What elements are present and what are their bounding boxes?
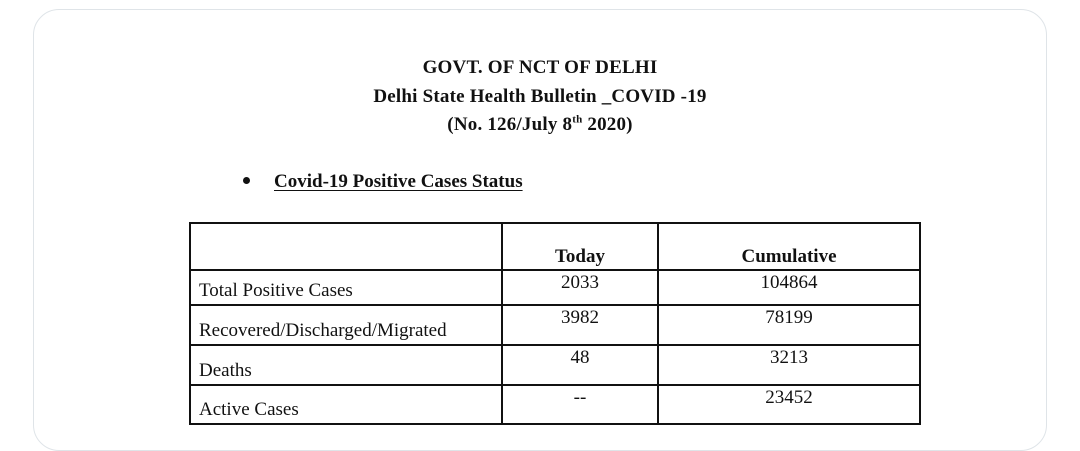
today-value: 2033 (502, 270, 658, 305)
bulletin-title: Delhi State Health Bulletin _COVID -19 (373, 86, 707, 107)
bulletin-number-prefix: (No. 126/July 8 (447, 114, 573, 135)
row-label: Recovered/Discharged/Migrated (190, 305, 502, 345)
date-ordinal-suffix: th (572, 113, 583, 126)
cumulative-value: 23452 (658, 385, 920, 424)
cumulative-value: 78199 (658, 305, 920, 345)
column-header-today: Today (502, 223, 658, 270)
cumulative-value: 3213 (658, 345, 920, 385)
table-row (190, 385, 920, 424)
row-label: Total Positive Cases (190, 270, 502, 305)
cumulative-value: 104864 (658, 270, 920, 305)
bulletin-number-suffix: 2020) (582, 114, 633, 135)
bullet-icon (243, 177, 250, 184)
table-row (190, 270, 920, 305)
govt-title: GOVT. OF NCT OF DELHI (422, 57, 658, 78)
today-value: 48 (502, 345, 658, 385)
bulletin-number (0, 114, 1080, 136)
row-label: Active Cases (190, 385, 502, 424)
cases-table (189, 222, 921, 425)
table-row (190, 305, 920, 345)
table-row (190, 345, 920, 385)
row-label: Deaths (190, 345, 502, 385)
column-header-label (190, 223, 502, 270)
table-header-row (190, 223, 920, 270)
column-header-cumulative: Cumulative (658, 223, 920, 270)
today-value: -- (502, 385, 658, 424)
today-value: 3982 (502, 305, 658, 345)
section-title: Covid-19 Positive Cases Status (274, 171, 523, 192)
section-heading (243, 171, 523, 193)
